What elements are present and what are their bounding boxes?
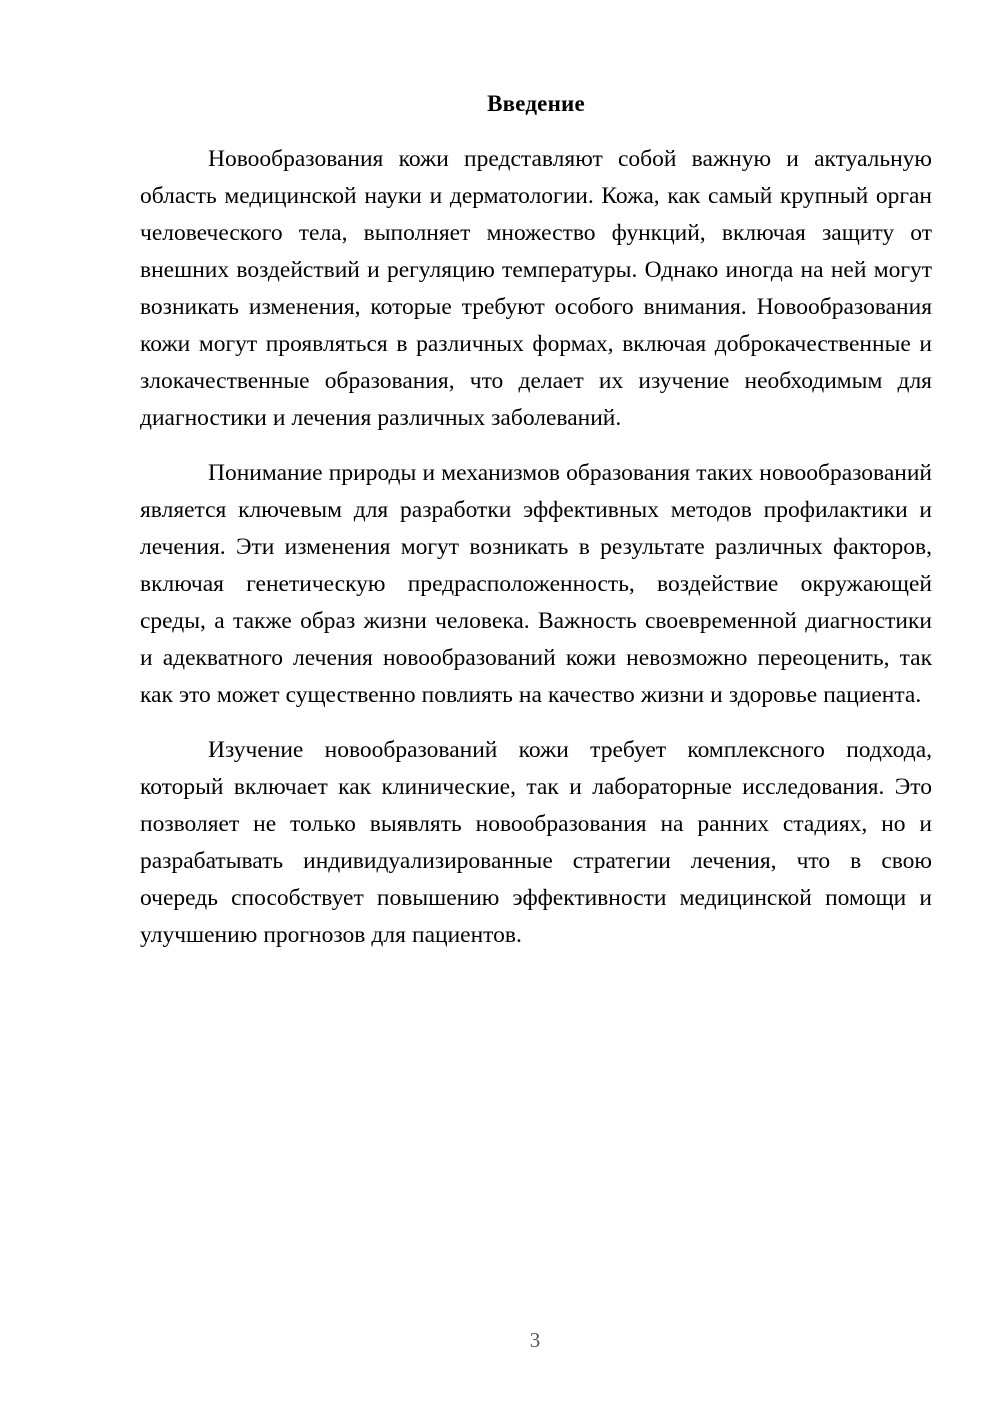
page-number-value: 3 xyxy=(529,1328,541,1352)
page-number-footer xyxy=(0,1327,1000,1353)
page-body xyxy=(140,88,932,954)
paragraph-3: Изучение новообразований кожи требует комплексного подхода, который включает как клинические, так и лабораторные исследования. Это позволяет не только выявлять новообразования на ранних стадиях, но и разрабатывать индивидуализированные стратегии лечения, что в свою очередь способствует повышению эффективности медицинской помощи и улучшению прогнозов для пациентов. xyxy=(140,737,932,949)
paragraph-2: Понимание природы и механизмов образования таких новообразований является ключевым для разработки эффективных методов профилактики и лечения. Эти изменения могут возникать в результате различных факторов, включая генетическую предрасположенность, воздействие окружающей среды, а также образ жизни человека. Важность своевременной диагностики и адекватного лечения новообразований кожи невозможно переоценить, так как это может существенно повлиять на качество жизни и здоровье пациента. xyxy=(140,460,932,709)
page-title: Введение xyxy=(487,91,585,116)
paragraph-1: Новообразования кожи представляют собой важную и актуальную область медицинской науки и дерматологии. Кожа, как самый крупный орган человеческого тела, выполняет множество функций, включая защиту от внешних воздействий и регуляцию температуры. Однако иногда на ней могут возникать изменения, которые требуют особого внимания. Новообразования кожи могут проявляться в различных формах, включая доброкачественные и злокачественные образования, что делает их изучение необходимым для диагностики и лечения различных заболеваний. xyxy=(140,146,932,432)
